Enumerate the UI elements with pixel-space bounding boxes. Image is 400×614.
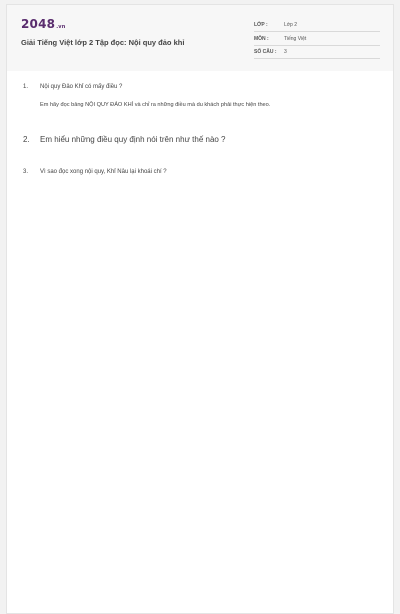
question-2 (23, 135, 226, 144)
question-number: 3. (23, 169, 29, 175)
document-title: Giải Tiếng Việt lớp 2 Tập đọc: Nội quy đảo khỉ (21, 38, 185, 47)
question-number: 1. (23, 84, 29, 90)
meta-row-class (254, 21, 380, 32)
document-page (6, 4, 394, 614)
site-logo[interactable] (21, 17, 66, 31)
meta-label-subject: MÔN : (254, 36, 269, 42)
question-text: Nội quy Đảo Khỉ có mấy điều ? (40, 84, 123, 90)
meta-value-class: Lớp 2 (284, 22, 298, 28)
meta-label-count: SỐ CÂU : (254, 49, 277, 55)
question-number: 2. (23, 135, 30, 144)
question-3 (23, 169, 167, 175)
question-1 (23, 84, 122, 90)
logo-text: 2048 (21, 17, 56, 31)
document-header (7, 5, 393, 71)
meta-row-subject (254, 35, 380, 46)
logo-suffix: .vn (56, 24, 66, 30)
meta-label-class: LỚP : (254, 22, 268, 28)
meta-row-count (254, 48, 380, 59)
question-text: Vì sao đọc xong nội quy, Khỉ Nâu lại khoái chí ? (40, 169, 167, 175)
meta-value-count: 3 (284, 49, 287, 55)
question-text: Em hiểu những điều quy định nói trên như thế nào ? (40, 135, 226, 144)
meta-value-subject: Tiếng Việt (284, 36, 307, 42)
question-1-note: Em hãy đọc bảng NỘI QUY ĐẢO KHỈ và chỉ ra những điều mà du khách phải thực hiện theo. (40, 102, 271, 108)
